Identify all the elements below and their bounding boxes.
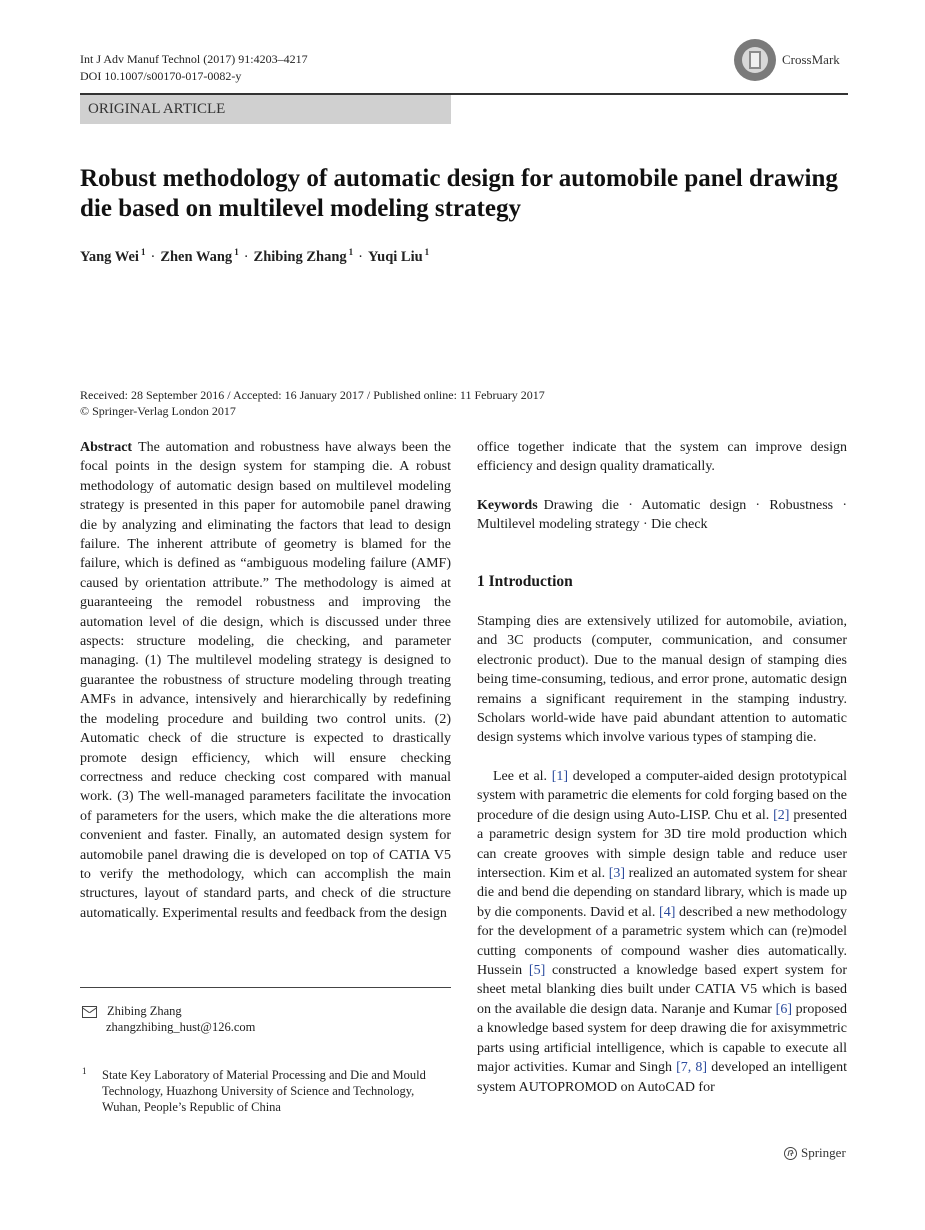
corresponding-author-email[interactable]: zhangzhibing_hust@126.com: [106, 1020, 256, 1034]
crossmark-icon: [734, 39, 776, 81]
publication-dates: Received: 28 September 2016 / Accepted: 16 January 2017 / Published online: 11 February 2017: [80, 388, 545, 402]
doi: DOI 10.1007/s00170-017-0082-y: [80, 69, 242, 83]
citation-link[interactable]: [1]: [551, 769, 569, 784]
abstract-label: Abstract: [80, 440, 133, 455]
article-title: Robust methodology of automatic design for automobile panel drawing die based on multilevel modeling strategy: [80, 165, 838, 222]
crossmark-badge[interactable]: [734, 38, 840, 82]
journal-citation: Int J Adv Manuf Technol (2017) 91:4203–4217: [80, 52, 308, 66]
author[interactable]: Zhibing Zhang $^1$: [253, 247, 354, 265]
corresponding-author-name: Zhibing Zhang: [107, 1004, 182, 1018]
author[interactable]: Yuqi Liu $^1$: [367, 247, 430, 265]
keywords: [477, 496, 847, 535]
crossmark-label: CrossMark: [782, 52, 840, 67]
author-list: Yang Wei $^1$ · Zhen Wang $^1$ · Zhibing Zhang $^1$ · Yuqi Liu $^1$: [80, 247, 430, 265]
abstract-text: The automation and robustness have always been the focal points in the design system for stamping die. A robust methodology of automatic design based on multilevel modeling strategy is presented in this paper for automobile panel drawing die by analyzing and eliminating the factors that lead to design failure. The inherent attribute of geometry is blamed for the failure, which is defined as “ambiguous modeling failure (AMF) caused by orientation attribute.” The methodology is aimed at guaranteeing the remodel robustness and improving the automation level of die design, which is discussed under three aspects: structure modeling, die checking, and parameter managing. (1) The multilevel modeling strategy is designed to guarantee the robustness of structure modeling through treating AMFs in advance, intensively and hierarchically by redefining the modeling procedure and building two control units. (2) Automatic check of die structure is expected to drastically promote design efficiency, which will ensure checking correctness and reduce checking cost compared with manual work. (3) The well-managed parameters facilitate the invocation of parameters for the users, which make the die alterations more convenient and faster. Finally, an automated design system for automobile panel drawing die is developed on top of CATIA V5 to verify the methodology, which can accomplish the main structures, layout of standard parts, and check of die structure automatically. Experimental results and feedback from the design: [80, 440, 451, 921]
abstract-continuation: office together indicate that the system can improve design efficiency and design quality dramatically.: [477, 440, 847, 475]
affiliation-text: State Key Laboratory of Material Processing and Die and Mould Technology, Huazhong University of Science and Technology, Wuhan, People’s Republic of China: [102, 1068, 426, 1114]
intro-paragraph-1: Stamping dies are extensively utilized for automobile, aviation, and 3C products (computer, communication, and consumer electronic product). Due to the manual design of stamping dies being time-consuming, tedious, and error prone, automatic design remains a significant requirement in the stamping industry. Scholars world-wide have paid abundant attention to automatic design systems which involve various types of stamping die.: [477, 614, 847, 746]
correspondence: [80, 1003, 255, 1035]
footnote-divider: [80, 987, 451, 988]
citation-link[interactable]: [3]: [608, 866, 626, 882]
publisher-logo: [784, 1145, 846, 1161]
intro-paragraph-2: Lee et al. [1] developed a computer-aided design prototypical system with parametric die elements for cold forging based on the procedure of die design using Auto-LISP. Chu et al. [2] presented a parametric design system for 3D tire mold production which can create grooves with simple design table and reduce user intersection. Kim et al. [3] realized an automated system for shear die and bend die depending on standard library, which is made up by die components. David et al. [4] described a new methodology for the development of a parametric system which can (re)model cutting components of compound washer dies automatically. Hussein [5] constructed a knowledge based expert system for sheet metal blanking dies built under CATIA V5 which is based on the available die design data. Naranje and Kumar [6] proposed a knowledge based system for deep drawing die for axisymmetric parts using artificial intelligence, which is capable to execute all major activities. Kumar and Singh [7, 8] developed an intelligent system AUTOPROMOD on AutoCAD for: [477, 769, 848, 1095]
citation-link[interactable]: [2]: [773, 807, 790, 823]
author[interactable]: Zhen Wang $^1$: [160, 247, 239, 265]
section-heading-introduction: 1 Introduction: [477, 573, 573, 590]
affiliation-number: 1: [82, 1066, 87, 1076]
publisher-name: Springer: [801, 1145, 846, 1160]
abstract: [80, 438, 451, 923]
citation-link[interactable]: [4]: [659, 904, 676, 920]
keywords-text: Drawing die · Automatic design · Robustness · Multilevel modeling strategy · Die check: [477, 498, 847, 533]
keywords-label: Keywords: [477, 498, 538, 513]
springer-horse-icon: [784, 1147, 797, 1160]
copyright-notice: © Springer-Verlag London 2017: [80, 404, 236, 418]
author[interactable]: Yang Wei $^1$: [80, 247, 146, 265]
citation-link[interactable]: [7, 8]: [676, 1060, 708, 1076]
citation-link[interactable]: [6]: [775, 1001, 792, 1017]
article-type-banner: ORIGINAL ARTICLE: [80, 95, 451, 124]
envelope-icon: [82, 1006, 97, 1018]
citation-link[interactable]: [5]: [528, 963, 546, 979]
